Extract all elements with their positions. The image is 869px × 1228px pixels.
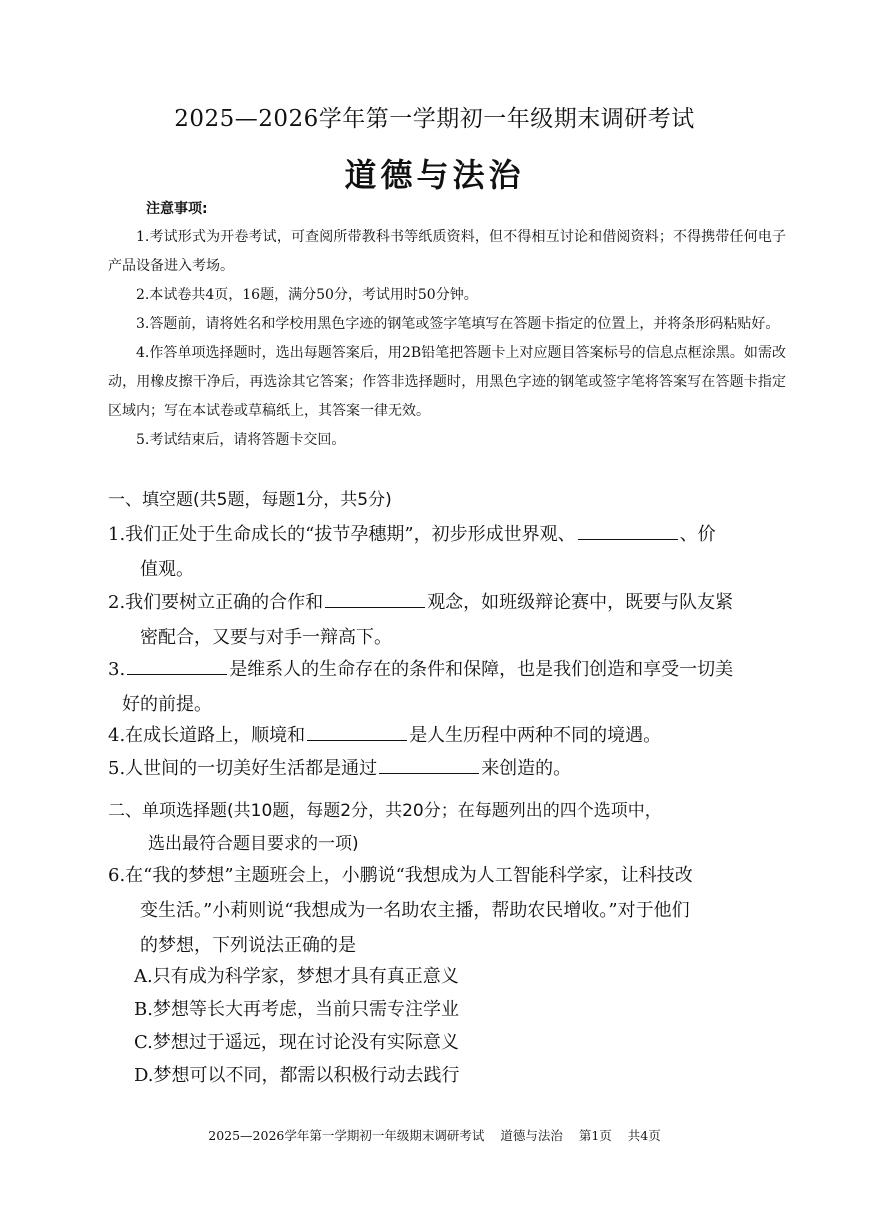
- q2-text-c: 密配合，又要与对手一辩高下。: [140, 627, 392, 648]
- q6-line-2: 变生活。”小莉则说“我想成为一名助农主播，帮助农民增收。”对于他们: [140, 900, 690, 921]
- q3-text-c: 好的前提。: [122, 694, 212, 715]
- question-4: [108, 718, 786, 753]
- q5-text-a: 5.人世间的一切美好生活都是通过: [108, 758, 378, 779]
- notice-list: [108, 223, 786, 455]
- footer-page: 第1页: [578, 1128, 612, 1143]
- footer-total: 共4页: [627, 1128, 661, 1143]
- question-5: [108, 751, 786, 786]
- question-3: [108, 652, 786, 722]
- section-2-heading-line-1: 二、单项选择题(共10题，每题2分，共20分；在每题列出的四个选项中，: [108, 801, 662, 821]
- subject-title: 道德与法治: [344, 156, 525, 194]
- section-1-heading: 一、填空题(共5题，每题1分，共5分): [108, 490, 392, 510]
- notice-heading: 注意事项:: [146, 201, 208, 217]
- question-6: [108, 858, 786, 963]
- footer-exam: 2025—2026学年第一学期初一年级期末调研考试: [208, 1128, 485, 1143]
- q2-text-b: 观念，如班级辩论赛中，既要与队友紧: [427, 592, 734, 613]
- notice-item-5: 5.考试结束后，请将答题卡交回。: [136, 432, 346, 448]
- q1-text-b: 、价: [679, 524, 716, 545]
- q6-line-1: 6.在“我的梦想”主题班会上，小鹏说“我想成为人工智能科学家，让科技改: [108, 865, 693, 886]
- notice-item-2: 2.本试卷共4页，16题，满分50分，考试用时50分钟。: [136, 287, 478, 303]
- notice-item-4: 4.作答单项选择题时，选出每题答案后，用2B铅笔把答题卡上对应题目答案标号的信息点框涂黑。如需改动，用橡皮擦干净后，再选涂其它答案；作答非选择题时，用黑色字迹的钢笔或签字笔将答案写在答题卡指定区域内；写在本试卷或草稿纸上，其答案一律无效。: [108, 345, 786, 419]
- notice-item-3: 3.答题前，请将姓名和学校用黑色字迹的钢笔或签字笔填写在答题卡指定的位置上，并将条形码粘贴好。: [136, 316, 780, 332]
- q4-text-b: 是人生历程中两种不同的境遇。: [409, 725, 662, 746]
- q6-option-b: B.梦想等长大再考虑，当前只需专注学业: [134, 999, 459, 1020]
- q1-text-c: 值观。: [140, 559, 194, 580]
- q6-option-d: D.梦想可以不同，都需以积极行动去践行: [134, 1065, 460, 1086]
- q5-blank: [379, 753, 479, 774]
- q3-text-a: 3.: [108, 659, 126, 680]
- q6-option-c: C.梦想过于遥远，现在讨论没有实际意义: [134, 1032, 459, 1053]
- q2-text-a: 2.我们要树立正确的合作和: [108, 592, 324, 613]
- q2-blank: [325, 587, 425, 608]
- q1-text-a: 1.我们正处于生命成长的“拔节孕穗期”，初步形成世界观、: [108, 524, 576, 545]
- q3-blank: [127, 654, 227, 675]
- section-2-heading-line-2: 选出最符合题目要求的一项): [148, 834, 359, 854]
- q4-blank: [307, 720, 407, 741]
- page-footer: [0, 1126, 869, 1144]
- question-1: [108, 517, 786, 587]
- notice-item-1: 1.考试形式为开卷考试，可查阅所带教科书等纸质资料，但不得相互讨论和借阅资料；不得携带任何电子产品设备进入考场。: [108, 229, 786, 274]
- q3-text-b: 是维系人的生命存在的条件和保障，也是我们创造和享受一切美: [229, 659, 734, 680]
- q6-line-3: 的梦想，下列说法正确的是: [140, 935, 356, 956]
- q4-text-a: 4.在成长道路上，顺境和: [108, 725, 306, 746]
- exam-title: 2025—2026学年第一学期初一年级期末调研考试: [174, 106, 695, 132]
- q1-blank: [578, 519, 678, 540]
- q5-text-b: 来创造的。: [481, 758, 572, 779]
- q6-option-a: A.只有成为科学家，梦想才具有真正意义: [134, 966, 459, 987]
- question-2: [108, 585, 786, 655]
- footer-subject: 道德与法治: [500, 1128, 563, 1143]
